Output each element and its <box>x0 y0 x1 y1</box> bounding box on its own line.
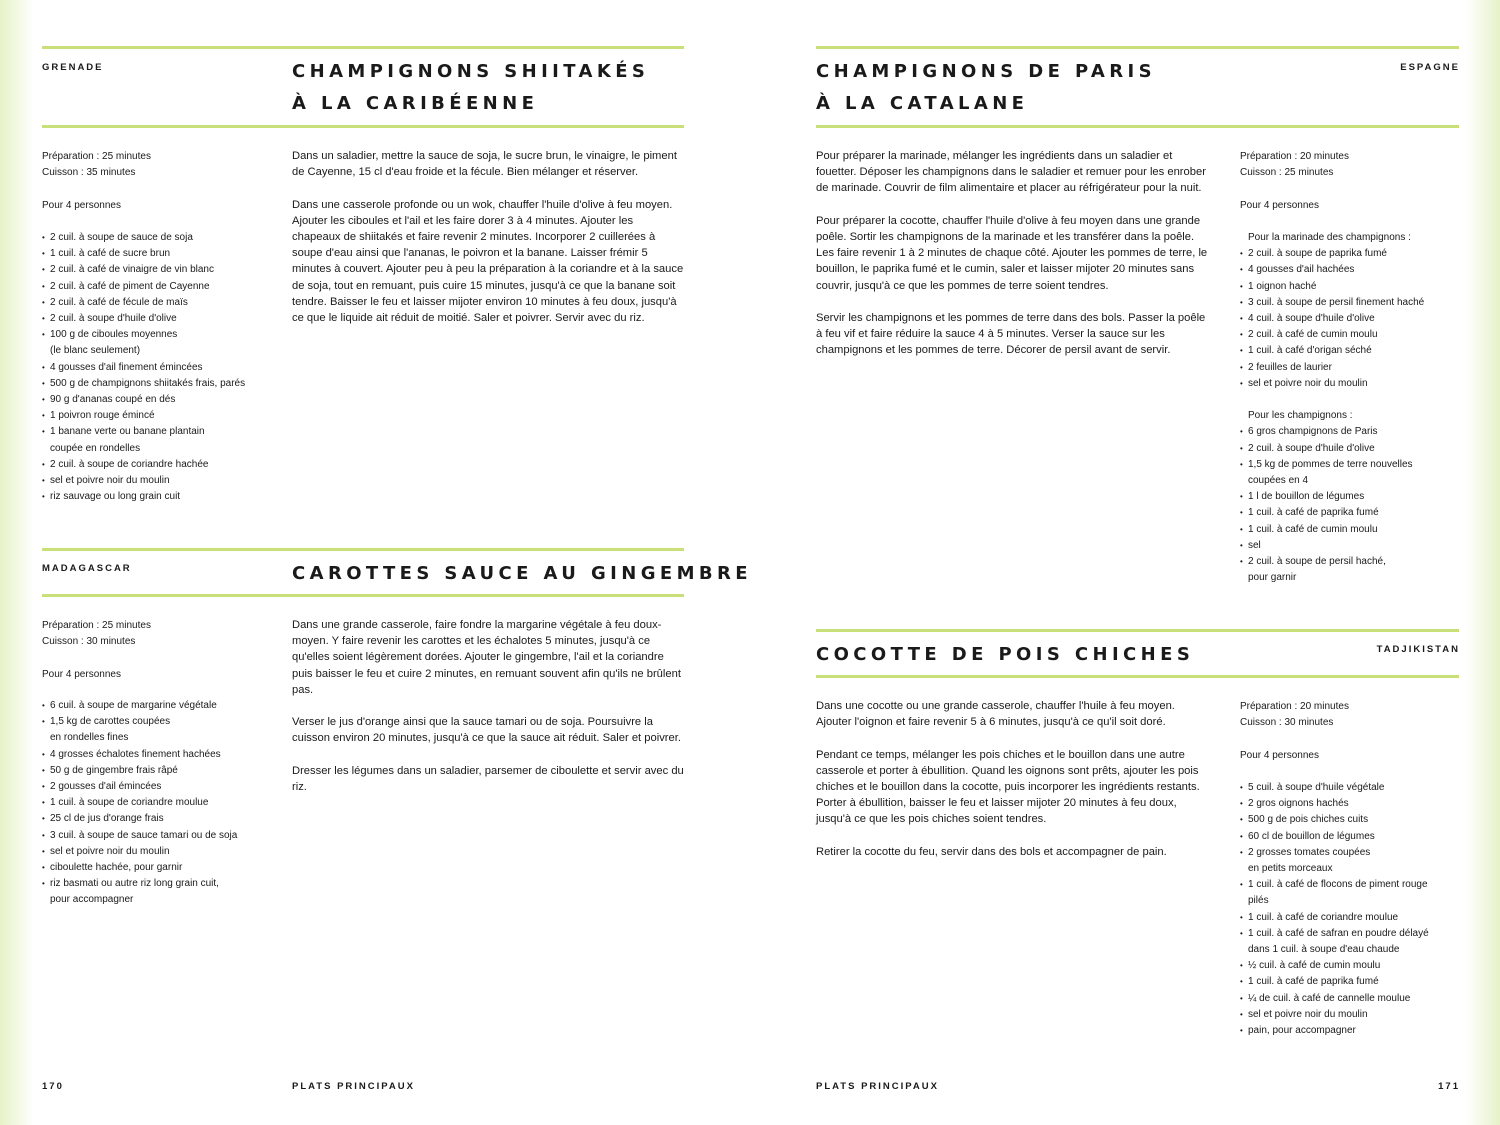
step-paragraph: Dans une cocotte ou une grande casserole, chauffer l'huile à feu moyen. Ajouter l'oignon et faire revenir 5 à 6 minutes, jusqu'à ce qu'il soit doré. <box>816 700 1175 729</box>
ingredient-item: • 1 cuil. à soupe de coriandre moulue <box>42 795 237 811</box>
ingredient-item: • 2 gros oignons hachés <box>1240 796 1429 812</box>
ingredient-item: • 100 g de ciboules moyennes <box>42 327 245 343</box>
page-edge-left <box>0 0 34 1125</box>
ingredient-group-heading: Pour les champignons : <box>1248 410 1353 422</box>
rule-bottom <box>816 675 1459 678</box>
ingredient-item: • 500 g de champignons shiitakés frais, parés <box>42 376 245 392</box>
servings: Pour 4 personnes <box>1240 199 1319 211</box>
ingredient-item: • 4 cuil. à soupe d'huile d'olive <box>1240 311 1424 327</box>
rule-bottom <box>42 125 684 128</box>
prep-time: Préparation : 20 minutes <box>1240 701 1349 712</box>
servings: Pour 4 personnes <box>42 668 121 680</box>
ingredient-item: • 1 l de bouillon de légumes <box>1240 489 1424 505</box>
ingredient-item: • 60 cl de bouillon de légumes <box>1240 829 1429 845</box>
ingredient-item: • ciboulette hachée, pour garnir <box>42 860 237 876</box>
step-paragraph: Pendant ce temps, mélanger les pois chiches et le bouillon dans une autre casserole et porter à ébullition. Quand les oignons sont prêts, ajouter les pois chiches et le bouillon dans la cocotte, puis incorporer les ingrédients restants. Porter à ébullition, baisser le feu et laisser mijoter 20 minutes à feu doux, jusqu'à ce que les pois chiches soient tendres. <box>816 748 1200 826</box>
title-line-2: À LA CATALANE <box>816 93 1029 114</box>
title-line-1: COCOTTE DE POIS CHICHES <box>816 644 1195 665</box>
recipe-steps <box>816 148 1211 375</box>
list-spacer <box>1240 392 1424 408</box>
ingredient-item: • sel et poivre noir du moulin <box>1240 1007 1429 1023</box>
recipe-title <box>816 56 1156 120</box>
step-paragraph: Pour préparer la cocotte, chauffer l'huile d'olive à feu moyen dans une grande poêle. Sortir les champignons de la marinade et les transférer dans la poêle. Les faire revenir 1 à 2 minutes de chaque côté. Ajouter les pommes de terre, le bouillon, le paprika fumé et le cumin, saler et laisser mijoter 20 minutes sans couvrir, jusqu'à ce que les pommes de terre soient tendres. <box>816 214 1208 292</box>
recipe-origin: GRENADE <box>42 62 104 73</box>
ingredient-group-heading: Pour la marinade des champignons : <box>1248 232 1411 243</box>
ingredient-item: • 5 cuil. à soupe d'huile végétale <box>1240 780 1429 796</box>
ingredient-list <box>42 230 245 505</box>
step-paragraph: Servir les champignons et les pommes de terre dans des bols. Passer la poêle à feu vif et faire réduire la sauce 4 à 5 minutes. Verser la sauce sur les champignons et les pommes de terre. Décorer de persil avant de servir. <box>816 312 1206 357</box>
title-line-1: CHAMPIGNONS SHIITAKÉS <box>292 61 650 82</box>
cook-time: Cuisson : 30 minutes <box>1240 717 1334 729</box>
prep-time: Préparation : 25 minutes <box>42 620 151 631</box>
ingredient-item: • riz basmati ou autre riz long grain cuit, <box>42 876 237 892</box>
ingredient-item: • sel et poivre noir du moulin <box>42 473 245 489</box>
rule-top <box>816 46 1459 49</box>
ingredient-item: • 2 grosses tomates coupées <box>1240 845 1429 861</box>
ingredient-item: • 4 grosses échalotes finement hachées <box>42 747 237 763</box>
page-edge-right <box>1466 0 1500 1125</box>
rule-top <box>42 46 684 49</box>
ingredient-list <box>1240 230 1424 586</box>
ingredient-item: • pain, pour accompagner <box>1240 1023 1429 1039</box>
prep-time: Préparation : 25 minutes <box>42 151 151 162</box>
ingredient-item: • sel et poivre noir du moulin <box>1240 376 1424 392</box>
step-paragraph: Dans une casserole profonde ou un wok, chauffer l'huile d'olive à feu moyen. Ajouter les ciboules et l'ail et les faire dorer 3 à 4 minutes. Ajouter les chapeaux de shiitakés et faire revenir 2 minutes. Incorporer 2 cuillerées à soupe d'eau ainsi que l'ananas, le poivron et la banane. Laisser frémir 5 minutes à couvert. Ajouter peu à peu la préparation à la coriandre et à la sauce de soja, tout en remuant, puis cuire 15 minutes, jusqu'à ce que la banane soit tendre. Baisser le feu et laisser mijoter environ 10 minutes à feu doux, jusqu'à ce que le liquide ait réduit de moitié. Saler et poivrer. Servir avec du riz. <box>292 198 684 325</box>
ingredient-item: • 2 cuil. à café de fécule de maïs <box>42 295 245 311</box>
rule-top <box>42 548 684 551</box>
ingredient-item: • 2 cuil. à soupe de persil haché, <box>1240 554 1424 570</box>
ingredient-item: pilés <box>1248 895 1269 907</box>
rule-bottom <box>816 125 1459 128</box>
step-paragraph: Retirer la cocotte du feu, servir dans des bols et accompagner de pain. <box>816 845 1167 858</box>
ingredient-item: pour accompagner <box>50 894 134 906</box>
ingredient-item: • sel et poivre noir du moulin <box>42 844 237 860</box>
ingredient-item: • 1 cuil. à café de flocons de piment rouge <box>1240 877 1429 893</box>
ingredient-item: • 1,5 kg de pommes de terre nouvelles <box>1240 457 1424 473</box>
page-number: 171 <box>1438 1081 1460 1092</box>
page-number: 170 <box>42 1081 64 1092</box>
ingredient-item: • 2 cuil. à café de piment de Cayenne <box>42 279 245 295</box>
ingredient-list <box>1240 780 1429 1039</box>
ingredient-list <box>42 698 237 909</box>
ingredient-item: • 4 gousses d'ail finement émincées <box>42 360 245 376</box>
ingredient-item: • 1 poivron rouge émincé <box>42 408 245 424</box>
prep-time: Préparation : 20 minutes <box>1240 151 1349 162</box>
ingredient-item: • 2 cuil. à soupe d'huile d'olive <box>42 311 245 327</box>
ingredient-item: • 3 cuil. à soupe de sauce tamari ou de soja <box>42 828 237 844</box>
ingredient-item: • 2 cuil. à soupe de sauce de soja <box>42 230 245 246</box>
recipe-steps <box>816 698 1211 876</box>
section-name: PLATS PRINCIPAUX <box>292 1081 415 1092</box>
title-line-1: CAROTTES SAUCE AU GINGEMBRE <box>292 563 752 584</box>
recipe-origin: MADAGASCAR <box>42 563 132 574</box>
ingredient-item: • 3 cuil. à soupe de persil finement haché <box>1240 295 1424 311</box>
ingredient-item: • ½ cuil. à café de cumin moulu <box>1240 958 1429 974</box>
ingredient-item: coupées en 4 <box>1248 475 1309 487</box>
step-paragraph: Dans un saladier, mettre la sauce de soja, le sucre brun, le vinaigre, le piment de Cayenne, 15 cl d'eau froide et la fécule. Bien mélanger et réserver. <box>292 150 677 179</box>
ingredient-item: en petits morceaux <box>1248 863 1333 875</box>
ingredient-item: • 1,5 kg de carottes coupées <box>42 714 237 730</box>
cook-time: Cuisson : 25 minutes <box>1240 167 1334 179</box>
title-line-1: CHAMPIGNONS DE PARIS <box>816 61 1156 82</box>
recipe-steps <box>292 617 684 811</box>
ingredient-item: • 2 cuil. à café de vinaigre de vin blanc <box>42 262 245 278</box>
ingredient-item: • riz sauvage ou long grain cuit <box>42 489 245 505</box>
ingredient-item: • 90 g d'ananas coupé en dés <box>42 392 245 408</box>
ingredient-item: • 1 cuil. à café de cumin moulu <box>1240 522 1424 538</box>
ingredient-item: • sel <box>1240 538 1424 554</box>
recipe-meta <box>1240 699 1349 764</box>
recipe-origin: TADJIKISTAN <box>1376 644 1460 655</box>
ingredient-item: • 1 cuil. à café de coriandre moulue <box>1240 910 1429 926</box>
ingredient-item: • 2 gousses d'ail émincées <box>42 779 237 795</box>
ingredient-item: • 2 cuil. à soupe d'huile d'olive <box>1240 441 1424 457</box>
rule-bottom <box>42 594 684 597</box>
ingredient-item: • 25 cl de jus d'orange frais <box>42 811 237 827</box>
ingredient-item: pour garnir <box>1248 572 1297 584</box>
ingredient-item: • 6 cuil. à soupe de margarine végétale <box>42 698 237 714</box>
ingredient-item: coupée en rondelles <box>50 442 141 454</box>
ingredient-item: • 4 gousses d'ail hachées <box>1240 262 1424 278</box>
recipe-steps <box>292 148 684 342</box>
ingredient-item: • 1 banane verte ou banane plantain <box>42 424 245 440</box>
ingredient-item: • 50 g de gingembre frais râpé <box>42 763 237 779</box>
cook-time: Cuisson : 35 minutes <box>42 167 136 179</box>
ingredient-item: • 2 cuil. à soupe de paprika fumé <box>1240 246 1424 262</box>
ingredient-item: • 1 cuil. à café de sucre brun <box>42 246 245 262</box>
recipe-title <box>292 56 649 120</box>
recipe-title <box>292 558 752 590</box>
step-paragraph: Dans une grande casserole, faire fondre la margarine végétale à feu doux-moyen. Y faire revenir les carottes et les échalotes 5 minutes, jusqu'à ce qu'elles soient légèrement dorées. Ajouter le gingembre, l'ail et la coriandre puis baisser le feu et cuire 2 minutes, en remuant souvent afin qu'ils ne brûlent pas. <box>292 619 681 696</box>
ingredient-item: • 2 cuil. à soupe de coriandre hachée <box>42 457 245 473</box>
ingredient-item: • 6 gros champignons de Paris <box>1240 424 1424 440</box>
ingredient-item: • 1 cuil. à café de paprika fumé <box>1240 505 1424 521</box>
ingredient-item: en rondelles fines <box>50 732 129 744</box>
step-paragraph: Pour préparer la marinade, mélanger les ingrédients dans un saladier et fouetter. Déposer les champignons dans le saladier et remuer pour les enrober de marinade. Couvrir de film alimentaire et placer au réfrigérateur pour la nuit. <box>816 150 1206 195</box>
servings: Pour 4 personnes <box>42 199 121 211</box>
ingredient-item: (le blanc seulement) <box>50 345 141 357</box>
servings: Pour 4 personnes <box>1240 749 1319 761</box>
ingredient-item: • 2 feuilles de laurier <box>1240 360 1424 376</box>
recipe-meta <box>1240 149 1349 214</box>
step-paragraph: Verser le jus d'orange ainsi que la sauce tamari ou de soja. Poursuivre la cuisson environ 20 minutes, jusqu'à ce que la sauce ait réduit. Saler et poivrer. <box>292 716 681 745</box>
ingredient-item: • 1 cuil. à café de paprika fumé <box>1240 974 1429 990</box>
ingredient-item: • ¼ de cuil. à café de cannelle moulue <box>1240 991 1429 1007</box>
cook-time: Cuisson : 30 minutes <box>42 636 136 648</box>
section-name: PLATS PRINCIPAUX <box>816 1081 939 1092</box>
step-paragraph: Dresser les légumes dans un saladier, parsemer de ciboulette et servir avec du riz. <box>292 764 684 793</box>
title-line-2: À LA CARIBÉENNE <box>292 93 539 114</box>
recipe-meta <box>42 618 151 683</box>
recipe-meta <box>42 149 151 214</box>
recipe-origin: ESPAGNE <box>1400 62 1460 73</box>
ingredient-item: • 2 cuil. à café de cumin moulu <box>1240 327 1424 343</box>
ingredient-item: • 1 cuil. à café de safran en poudre délayé <box>1240 926 1429 942</box>
ingredient-item: • 1 oignon haché <box>1240 279 1424 295</box>
ingredient-item: • 1 cuil. à café d'origan séché <box>1240 343 1424 359</box>
ingredient-item: • 500 g de pois chiches cuits <box>1240 812 1429 828</box>
rule-top <box>816 629 1459 632</box>
ingredient-item: dans 1 cuil. à soupe d'eau chaude <box>1248 944 1400 956</box>
recipe-title <box>816 639 1194 671</box>
